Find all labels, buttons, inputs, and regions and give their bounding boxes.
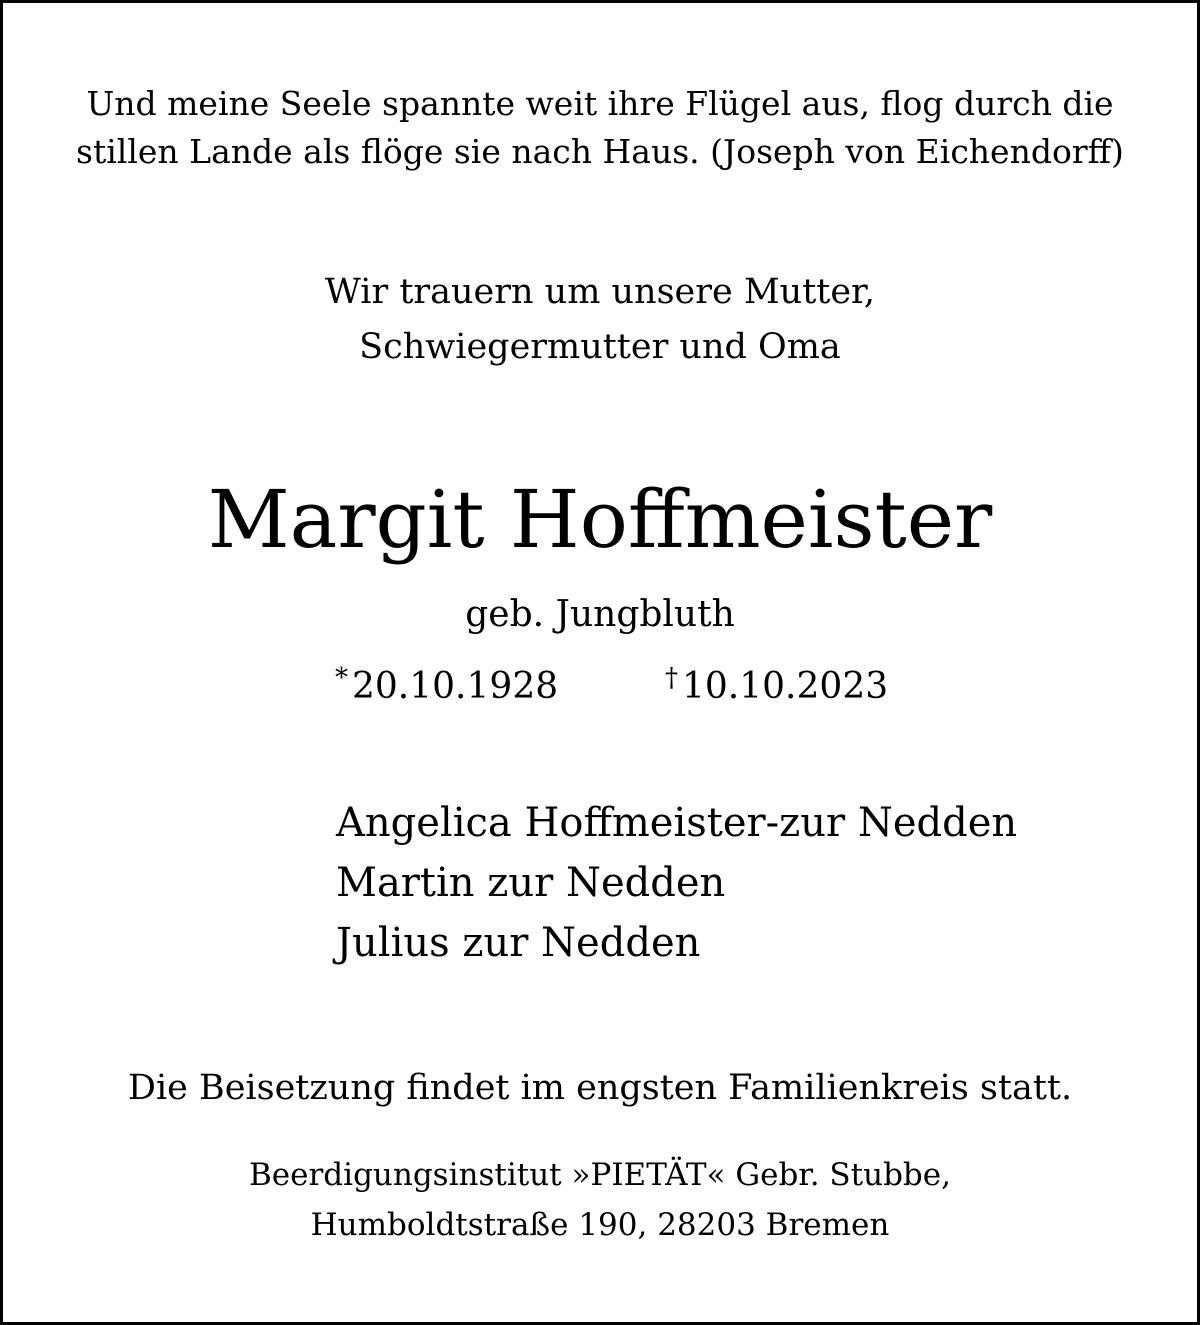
birth-symbol: * (335, 663, 348, 693)
death-date-group (665, 653, 888, 712)
mourning-line-1: Wir trauern um unsere Mutter, (324, 272, 876, 312)
funeral-notice: Die Beisetzung findet im engsten Familienkreis statt. (127, 1068, 1073, 1108)
birth-date-group (335, 653, 558, 712)
death-symbol: † (665, 663, 678, 693)
death-date: 10.10.2023 (682, 666, 889, 707)
undertaker-line-2: Humboldtstraße 190, 28203 Bremen (310, 1207, 890, 1243)
undertaker-line-1: Beerdigungsinstitut »PIETÄT« Gebr. Stubbe, (249, 1157, 951, 1193)
mourning-line-2: Schwiegermutter und Oma (359, 327, 841, 367)
family-member: Julius zur Nedden (336, 920, 701, 966)
quote-line-1: Und meine Seele spannte weit ihre Flügel aus, flog durch die (86, 84, 1114, 123)
quote-line-2: stillen Lande als flöge sie nach Haus. (Joseph von Eichendorff) (76, 132, 1124, 171)
birth-name: geb. Jungbluth (465, 594, 735, 635)
birth-date: 20.10.1928 (352, 666, 559, 707)
family-member: Martin zur Nedden (336, 860, 726, 906)
family-member: Angelica Hoffmeister-zur Nedden (336, 800, 1018, 846)
deceased-name: Margit Hoffmeister (207, 473, 993, 566)
